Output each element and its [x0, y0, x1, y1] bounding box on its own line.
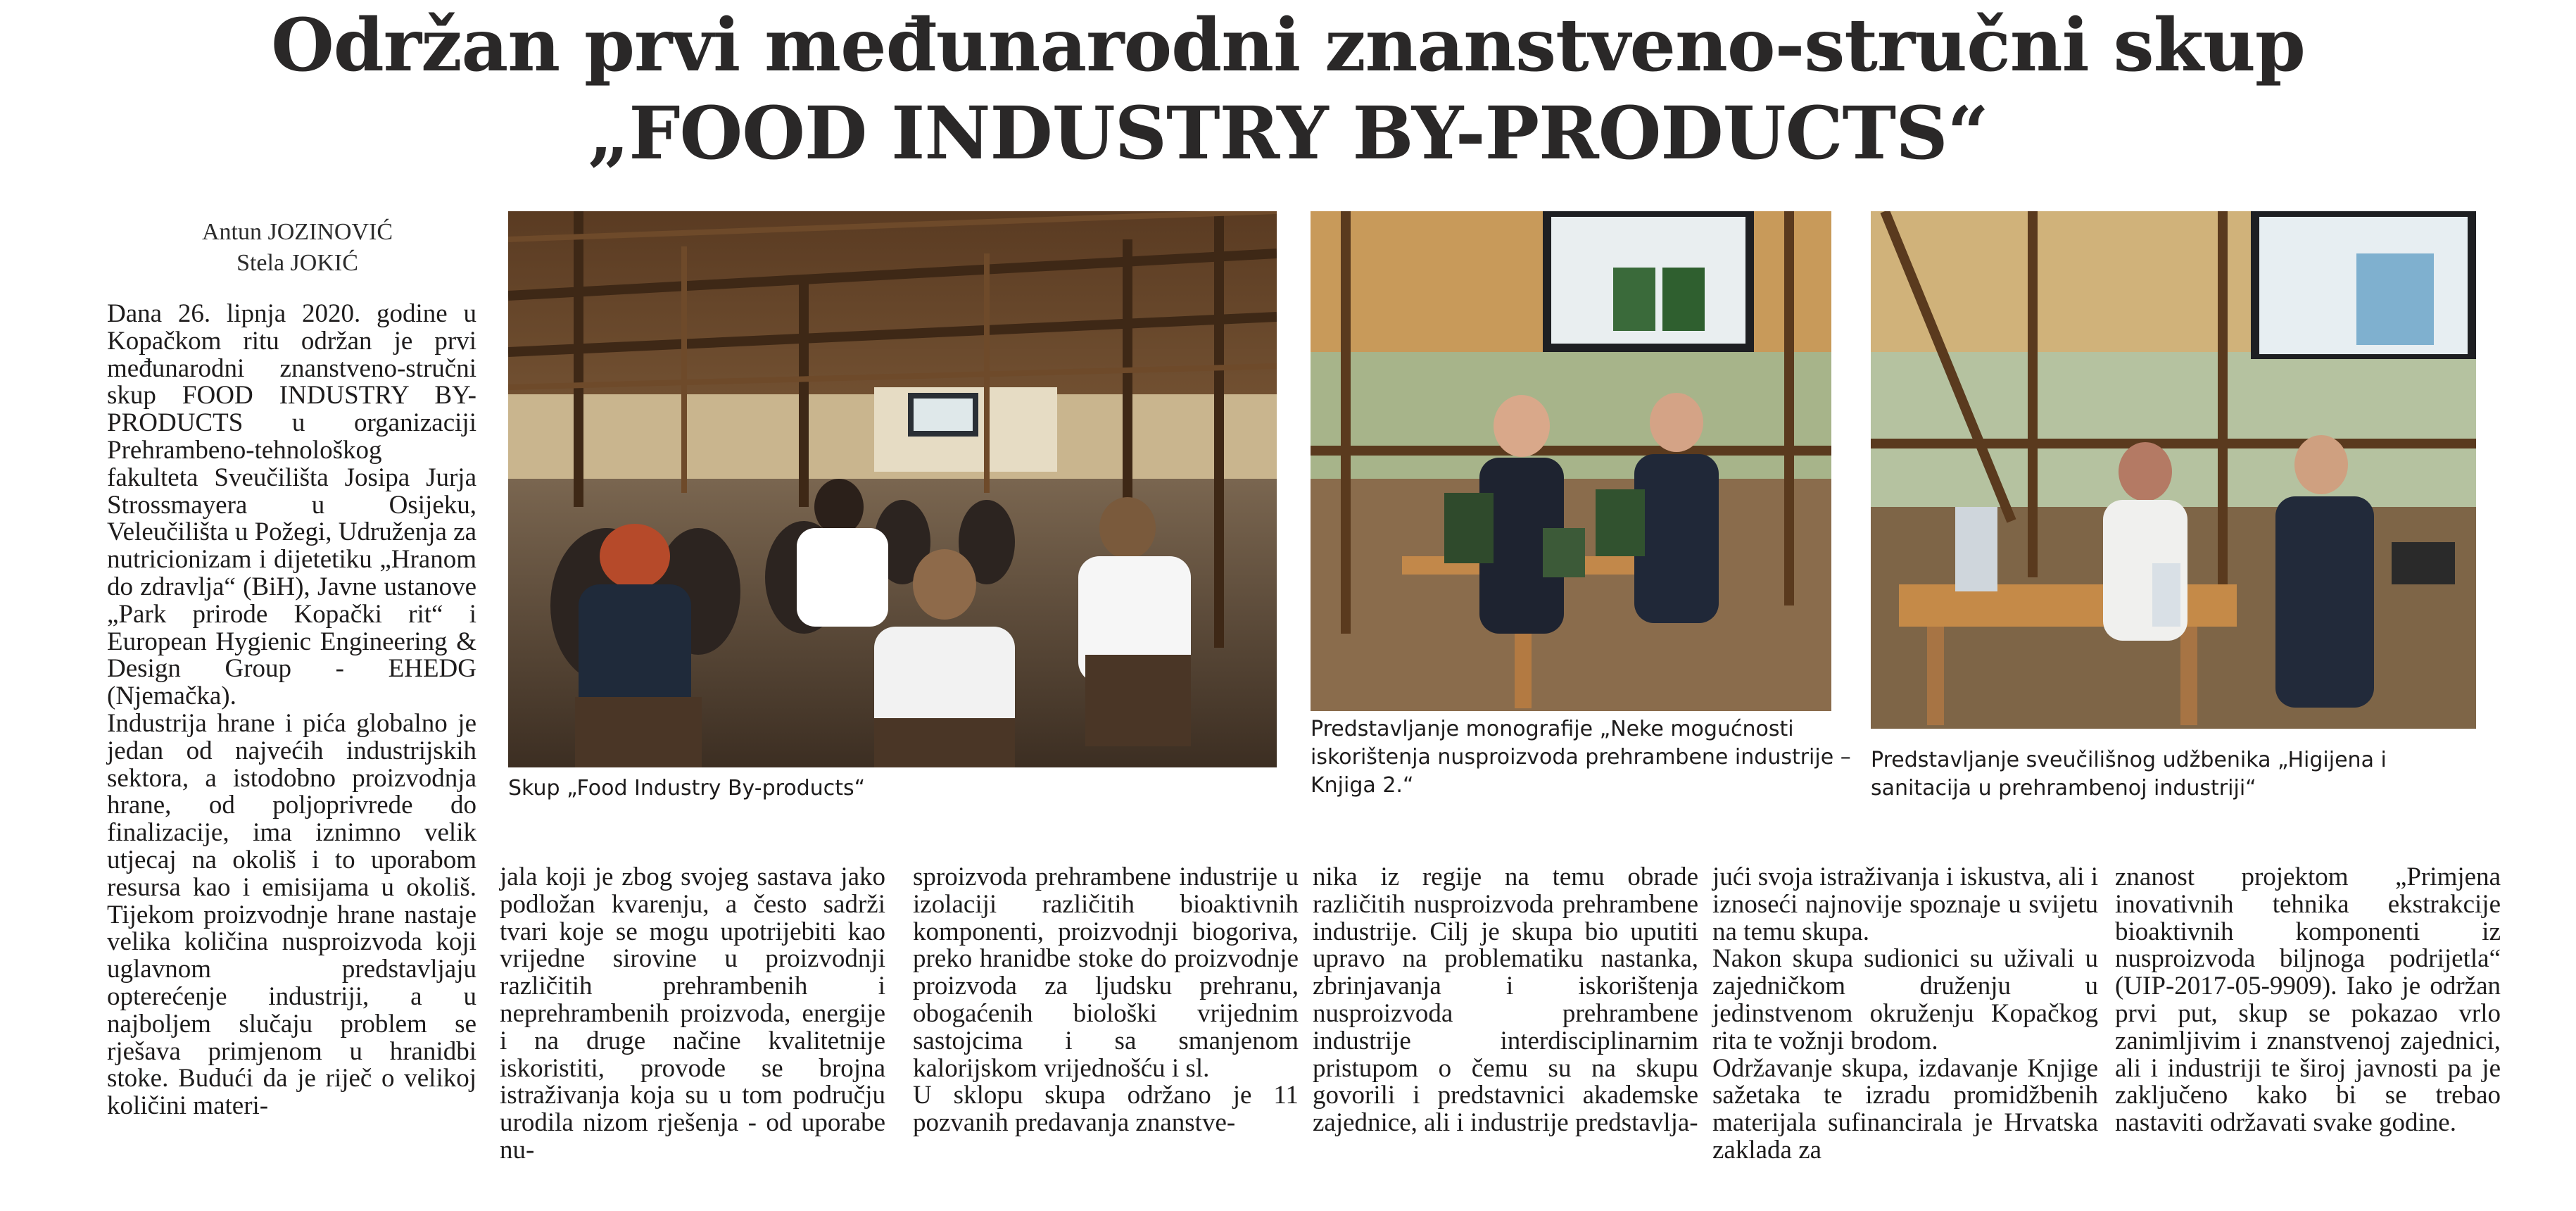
article-paragraph: U sklopu skupa održano je 11 pozvanih predavanja znanstve- — [913, 1081, 1299, 1138]
article-paragraph: Održavanje skupa, izdavanje Knjige sažetaka te izradu promidžbenih materijala sufinancirala je Hrvatska zaklada za — [1712, 1053, 2098, 1165]
article-paragraph: Dana 26. lipnja 2020. godine u Kopačkom ritu održan je prvi međunarodni znanstveno-stručni skup FOOD INDUSTRY BY-PRODUCTS u organizaciji Prehrambeno-tehnološkog fakulteta Sveučilišta Josipa Jurja Strossmayera u Osijeku, Veleučilišta u Požegi, Udruženja za nutricionizam i dijetetiku „Hranom do zdravlja“ (BiH), Javne ustanove „Park prirode Kopački rit“ i European Hygienic Engineering & Design Group - EHEDG (Njemačka). — [107, 299, 476, 711]
article-column-1 — [107, 301, 476, 1120]
article-column-5 — [1712, 864, 2098, 1165]
photo-caption: Predstavljanje sveučilišnog udžbenika „Higijena i sanitacija u prehrambenoj industriji“ — [1871, 748, 2387, 801]
article-column-3 — [913, 864, 1299, 1137]
headline — [0, 0, 2576, 177]
article-paragraph: Industrija hrane i pića globalno je jedan od najvećih industrijskih sektora, a istodobno proizvodnja hrane, od poljoprivrede do finalizacije, ima iznimno velik utjecaj na okoliš i to uporabom resursa kao i emisijama u okoliš. Tijekom proizvodnje hrane nastaje velika količina nusproizvoda koji uglavnom predstavljaju opterećenje industriji, a u najboljem slučaju problem se rješava primjenom u hranidbi stoke. Budući da je riječ o velikoj količini materi- — [107, 708, 476, 1121]
monograph-photo-illustration — [1311, 211, 1831, 711]
textbook-photo-illustration — [1871, 211, 2476, 729]
headline-line-1: Održan prvi međunarodni znanstveno-stručni skup — [271, 3, 2305, 88]
article-column-2 — [500, 864, 885, 1165]
article-paragraph: nika iz regije na temu obrade različitih nusproizvoda prehrambene industrije. Cilj je skupa bio uputiti upravo na problematiku nastanka, zbrinjavanja i iskorištenja nusproizvoda prehrambene industrije interdisciplinarnim pristupom o čemu su na skupu govorili i predstavnici akademske zajednice, ali i industrije predstavlja- — [1313, 862, 1698, 1138]
photo-caption: Skup „Food Industry By-products“ — [508, 776, 866, 801]
article-paragraph: jući svoja istraživanja i iskustva, ali i iznoseći najnovije spoznaje u svijetu na temu skupa. — [1712, 862, 2098, 946]
byline — [106, 217, 489, 279]
photo-caption: Predstavljanje monografije „Neke mogućnosti iskorištenja nusproizvoda prehrambene industrije – Knjiga 2.“ — [1311, 717, 1851, 798]
article-column-6 — [2115, 864, 2501, 1137]
audience-photo-illustration — [508, 211, 1277, 767]
article-paragraph: Nakon skupa sudionici su uživali u zajedničkom druženju u jedinstvenom okruženju Kopačkog rita te vožnji brodom. — [1712, 944, 2098, 1055]
article-paragraph: sproizvoda prehrambene industrije u izolaciji različitih bioaktivnih komponenti, proizvodnji biogoriva, preko hranidbe stoke do proizvodnje proizvoda za ljudsku prehranu, obogaćenih biološki vrijednim sastojcima i sa smanjenom kalorijskom vrijednošću i sl. — [913, 862, 1299, 1083]
article-column-4 — [1313, 864, 1698, 1137]
author-name: Antun JOZINOVIĆ — [201, 219, 393, 245]
author-name: Stela JOKIĆ — [236, 250, 358, 276]
headline-line-2: „FOOD INDUSTRY BY-PRODUCTS“ — [588, 91, 1988, 176]
photo-conference-audience — [508, 211, 1277, 767]
article-paragraph: znanost projektom „Primjena inovativnih tehnika ekstrakcije bioaktivnih komponenti iz nusproizvoda biljnoga podrijetla“ (UIP-2017-05-9909). Iako je održan prvi put, skup se pokazao vrlo zanimljivim i znanstvenoj zajednici, ali i industriji te široj javnosti pa je zaključeno kako bi se trebao nastaviti održavati svake godine. — [2115, 862, 2501, 1138]
photo-monograph-presentation — [1311, 211, 1831, 711]
photo-textbook-presentation — [1871, 211, 2476, 729]
article-paragraph: jala koji je zbog svojeg sastava jako podložan kvarenju, a često sadrži tvari koje se mogu upotrijebiti kao vrijedne sirovine u proizvodnji različitih prehrambenih i neprehrambenih proizvoda, energije i na druge načine kvalitetnije iskoristiti, provode se brojna istraživanja koja su u tom području urodila nizom rješenja - od uporabe nu- — [500, 862, 885, 1165]
